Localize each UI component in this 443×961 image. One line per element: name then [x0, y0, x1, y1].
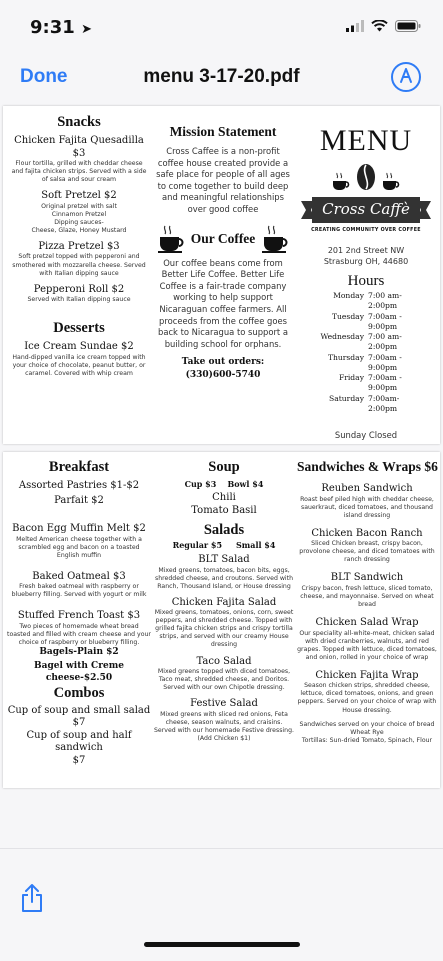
- location-arrow-icon: ➤: [81, 22, 92, 37]
- menu-item-name: Ice Cream Sundae $2: [24, 341, 134, 353]
- menu-title: MENU: [319, 124, 413, 157]
- soup-cup-price: Cup $3: [184, 479, 217, 489]
- soup-heading: Soup: [208, 459, 240, 475]
- share-icon: [20, 883, 44, 913]
- salad-regular-price: Regular $5: [172, 540, 223, 550]
- logo-graphics: [297, 162, 435, 192]
- soup-item: Tomato Basil: [191, 504, 257, 516]
- menu-item-name: Chicken Fajita Salad: [171, 596, 277, 608]
- salad-prices: [154, 540, 294, 550]
- our-coffee-heading: Our Coffee: [190, 230, 256, 246]
- menu-item-name: Chicken Bacon Ranch: [311, 527, 423, 539]
- menu-item-name: Parfait $2: [54, 494, 104, 506]
- menu-item-desc: Served with Italian dipping sauce: [27, 296, 131, 304]
- menu-item-name: Reuben Sandwich: [321, 483, 413, 494]
- snacks-column: [9, 114, 149, 378]
- menu-item-name: Taco Salad: [196, 655, 252, 667]
- breakfast-column: [7, 459, 151, 767]
- soup-salads-column: [154, 459, 294, 743]
- menu-item-desc: Crispy bacon, fresh lettuce, sliced tomato, cheese, and mayonnaise. Served on wheat bread: [300, 584, 434, 608]
- pdf-page-2: [3, 452, 440, 788]
- soup-item: Chili: [212, 492, 236, 503]
- hours-row: Monday 7:00 am- 2:00pm: [333, 291, 402, 311]
- logo-banner: [301, 195, 431, 225]
- mission-column: [153, 124, 293, 380]
- takeout-phone: (330)600-5740: [185, 370, 261, 381]
- salad-small-price: Small $4: [236, 540, 276, 550]
- salads-heading: Salads: [203, 522, 245, 538]
- menu-item-name: Festive Salad: [190, 698, 258, 710]
- status-time-text: 9:31: [30, 17, 75, 38]
- menu-item-desc: Flour tortilla, grilled with cheddar cheese and fajita chicken strips. Served with a side of salsa and sour cream: [11, 160, 147, 184]
- pdf-page-1: [3, 106, 440, 444]
- coffee-cup-icon: [157, 224, 185, 254]
- hours-table: [297, 291, 435, 414]
- wifi-icon: [371, 20, 388, 32]
- menu-item-desc: Melted American cheese together with a scrambled egg and bacon on a toasted English muffin: [16, 535, 142, 559]
- hours-row: Tuesday 7:00am - 9:00pm: [331, 311, 402, 331]
- battery-icon: [395, 20, 421, 32]
- combo-price: $7: [72, 717, 86, 729]
- status-bar: [0, 0, 443, 54]
- address-line-2: Strasburg OH, 44680: [323, 257, 409, 267]
- menu-item-name: Baked Oatmeal $3: [32, 570, 126, 582]
- logo-text: Cross Caffè: [322, 200, 410, 218]
- hours-row: Friday 7:00am - 9:00pm: [338, 373, 402, 393]
- sandwiches-heading: Sandwiches & Wraps $6: [297, 459, 438, 474]
- menu-item-name: Bagels-Plain $2: [39, 647, 119, 657]
- menu-item-desc: Mixed greens with sliced red onions, Feta cheese, season walnuts, and craisins. Served with our homemade Festive dressing. (Add Chicken $1): [154, 710, 294, 742]
- hours-row: Thursday 7:00am - 9:00pm: [327, 352, 402, 372]
- takeout-label: Take out orders:: [181, 357, 265, 368]
- sunday-closed: Sunday Closed: [334, 430, 398, 441]
- tortilla-options: Tortillas: Sun-dried Tomato, Spinach, Flour: [301, 736, 433, 744]
- share-button[interactable]: [20, 883, 44, 918]
- menu-item-name: Pizza Pretzel $3: [38, 240, 120, 252]
- menu-item-name: Chicken Salad Wrap: [315, 617, 419, 629]
- document-title: menu 3-17-20.pdf: [143, 66, 300, 87]
- brand-column: [297, 124, 435, 442]
- coffee-bean-icon: [355, 162, 377, 192]
- menu-item-desc: Mixed greens, tomatoes, bacon bits, eggs, shredded cheese, and croutons. Served with Ranch, Thousand Island, or House dressing: [154, 566, 293, 590]
- coffee-cup-icon: [261, 224, 289, 254]
- menu-item-desc: Soft pretzel topped with pepperoni and smothered with mozzarella cheese. Served with Italian dipping sauce: [12, 253, 146, 277]
- menu-item-name: Pepperoni Roll $2: [33, 283, 125, 295]
- bread-note: Sandwiches served on your choice of bread: [299, 720, 435, 728]
- coffee-cup-icon: [331, 172, 351, 192]
- markup-button[interactable]: [391, 62, 421, 92]
- address-line-1: 201 2nd Street NW: [327, 246, 405, 255]
- menu-item-name: Bagel with Creme cheese-$2.50: [34, 661, 124, 683]
- menu-item-name: Stuffed French Toast $3: [17, 610, 141, 622]
- menu-item-desc: Two pieces of homemade wheat bread toasted and filled with cream cheese and your choice of raspberry or blueberry filling.: [7, 622, 151, 646]
- menu-item-desc: Mixed greens, tomatoes, onions, corn, sweet peppers, and shredded cheese. Topped with grilled fajita chicken strips and crispy tortilla strips, and served with our creamy House dressing: [154, 609, 294, 649]
- menu-item-desc: Roast beef piled high with cheddar cheese, sauerkraut, diced tomatoes, and thousand island dressing: [300, 495, 434, 519]
- status-time: [30, 17, 92, 38]
- sandwiches-column: [297, 459, 437, 745]
- markup-pen-icon: [393, 64, 419, 90]
- status-icons: [346, 20, 421, 32]
- menu-item-name: Soft Pretzel $2: [41, 190, 117, 202]
- combos-heading: Combos: [53, 684, 105, 701]
- menu-item-desc: Mixed greens topped with diced tomatoes, Taco meat, shredded cheese, and Doritos. Served with our own Chipotle dressing.: [157, 668, 291, 692]
- hours-row: Saturday 7:00am- 2:00pm: [329, 393, 400, 413]
- menu-item-name: Chicken Fajita Quesadilla $3: [14, 135, 144, 159]
- nav-bar: [0, 54, 443, 102]
- combo-price: $7: [72, 754, 86, 766]
- menu-item-name: BLT Salad: [198, 554, 250, 565]
- bread-options: Wheat Rye: [350, 728, 384, 736]
- soup-bowl-price: Bowl $4: [227, 479, 264, 489]
- mission-text: Cross Caffee is a non-profit coffee house created provide a safe place for people of all ages to come together to build deep and meaningful relationships over good coffee: [156, 146, 290, 214]
- menu-item-desc: Sliced Chicken breast, crispy bacon, provolone cheese, and diced tomatoes with ranch dressing: [299, 540, 435, 564]
- desserts-heading: Desserts: [53, 320, 105, 337]
- menu-item-name: BLT Sandwich: [330, 572, 404, 584]
- home-indicator[interactable]: [144, 942, 300, 947]
- snacks-heading: Snacks: [57, 114, 101, 130]
- combo-name: Cup of soup and half sandwich: [26, 729, 132, 754]
- hours-row: Wednesday 7:00 am- 2:00pm: [320, 332, 402, 352]
- menu-item-name: Bacon Egg Muffin Melt $2: [12, 523, 146, 534]
- coffee-cup-icon: [381, 172, 401, 192]
- menu-item-desc: Fresh baked oatmeal with raspberry or blueberry filling. Served with yogurt or milk: [11, 583, 147, 599]
- cellular-signal-icon: [346, 20, 364, 32]
- menu-item-desc: Hand-dipped vanilla ice cream topped with your choice of chocolate, peanut butter, or caramel. Covered with whip cream: [12, 353, 146, 377]
- menu-item-desc: Season chicken strips, shredded cheese, lettuce, diced tomatoes, onions, and green peppers. Served on your choice of wrap with House dressing.: [297, 682, 437, 714]
- menu-item-name: Chicken Fajita Wrap: [315, 669, 419, 681]
- breakfast-heading: Breakfast: [48, 459, 110, 475]
- our-coffee-header: [153, 224, 293, 254]
- combo-name: Cup of soup and small salad: [7, 704, 151, 716]
- menu-item-desc: Our speciality all-white-meat, chicken salad with dried cranberries, walnuts, and red grapes. Topped with lettuce, diced tomatoes, and onion, rolled in your choice of wrap: [297, 629, 437, 661]
- hours-heading: Hours: [347, 273, 385, 290]
- soup-prices: [154, 479, 294, 489]
- logo-tagline: CREATING COMMUNITY OVER COFFEE: [311, 228, 421, 233]
- done-button[interactable]: Done: [20, 66, 68, 87]
- our-coffee-text: Our coffee beans come from Better Life Coffee. Better Life Coffee is a fair-trade company working to help support Nicaraguan coffee farmers. All proceeds from the coffee goes back to Nicaragua to support a building school for orphans.: [158, 257, 288, 349]
- menu-item-name: Assorted Pastries $1-$2: [18, 480, 140, 491]
- mission-heading: Mission Statement: [169, 124, 277, 139]
- menu-item-desc: Original pretzel with salt Cinnamon Pretzel Dipping sauces- Cheese, Glaze, Honey Mustard: [31, 202, 127, 234]
